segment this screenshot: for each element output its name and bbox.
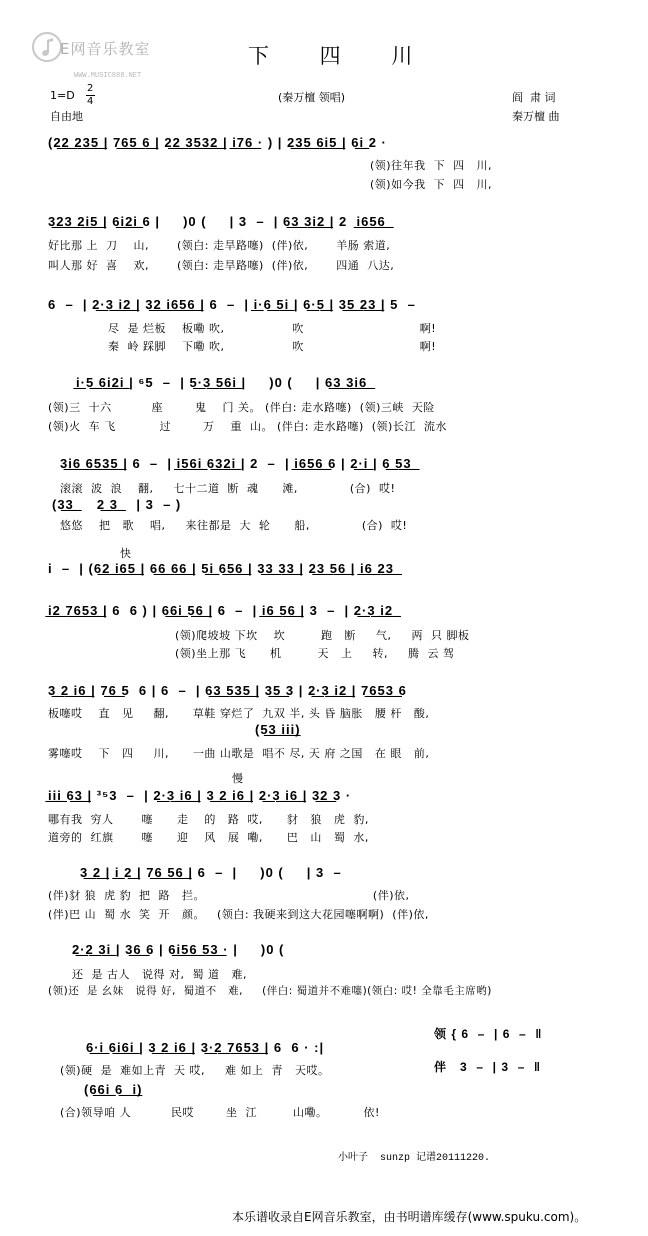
- site-logo: [30, 30, 190, 82]
- notation-line: 3͟i͟6͟ 6͟5͟3͟5͟ | 6 – | i͟5͟6͟i͟ 6͟3͟2͟i͟ | 2 – | i͟6͟5͟6͟ 6 | 2͟·i͟ | 6͟ 5͟3͟: [60, 456, 412, 471]
- source-note: 本乐谱收录自E网音乐教室，由书明谱库缓存(www.spuku.com)。: [232, 1210, 587, 1224]
- transcriber-credit: 小叶子 sunzp 记谱20111220.: [338, 1153, 491, 1164]
- song-title: 下 四 川: [248, 44, 435, 68]
- lyric-line: (领)往年我 下 四 川,: [370, 159, 493, 172]
- lyric-line: (领)坐上那 飞 机 天 上 转, 腾 云 驾: [175, 647, 455, 660]
- ending-lead: 领 { 6 – | 6 – ‖: [434, 1027, 543, 1041]
- lyric-line: 秦 岭 踩脚 下嘞 吹, 吹 啊!: [108, 340, 437, 353]
- lyric-line: (伴)豺 狼 虎 豹 把 路 拦。 (伴)依,: [48, 889, 410, 902]
- lyric-line: 尽 是 烂板 板嘞 吹, 吹 啊!: [108, 322, 437, 335]
- notation-line: i – | (6͟2͟ i͟6͟5͟ | 6͟6͟ 6͟6͟ | 5͟i͟ 6͟5͟6͟ | 3͟3͟ 3͟3͟ | 2͟3͟ 5͟6͟ | i͟6͟ 2͟3͟: [48, 561, 394, 576]
- notation-line: 6͟·i͟ 6͟i͟6͟i͟ | 3͟ 2͟ i͟6͟ | 3͟·2͟ 7͟6͟5͟3͟ | 6 6 · :|: [86, 1040, 325, 1055]
- key-signature: 1=D: [50, 89, 75, 102]
- tempo-marking: 快: [120, 547, 132, 560]
- notation-line: (2͟2͟ 2͟3͟5͟ | 7͟6͟5͟ 6͟ | 2͟2͟ 3͟5͟3͟2͟ | i͟7͟6͟ · ) | 2͟3͟5͟ 6͟i͟5͟ | 6͟i͟ 2 ·: [48, 135, 387, 150]
- lyric-line: (领)如今我 下 四 川,: [370, 178, 493, 191]
- logo-url: WWW.MUSIC888.NET: [74, 72, 142, 80]
- notation-line: 6 – | 2͟·3͟ i͟2͟ | 3͟2͟ i͟6͟5͟6͟ | 6 – | i͟·6͟ 5͟i͟ | 6͟·5͟ | 3͟5͟ 2͟3͟ | 5 –: [48, 297, 416, 312]
- ending-chorus: 伴 3 – | 3 – ‖: [434, 1060, 542, 1074]
- lyric-line: 悠悠 把 歌 唱, 来往都是 大 轮 船, (合) 哎!: [60, 519, 408, 532]
- notation-line: i͟·5͟ 6͟i͟2͟i͟ | ⁶5 – | 5͟·3͟ 5͟6͟i͟ | )0 ( | 6͟3͟ 3͟i͟6͟: [76, 375, 368, 390]
- notation-line: 3͟2͟3͟ 2͟i͟5͟ | 6͟i͟2͟i͟ 6 | )0 ( | 3 – | 6͟3͟ 3͟i͟2͟ | 2 i͟6͟5͟6͟: [48, 214, 386, 229]
- notation-line: 2͟·2͟ 3͟i͟ | 3͟6͟ 6 | 6͟i͟5͟6͟ 5͟3͟ · | )0 (: [72, 942, 285, 957]
- lyric-line: 板噻哎 直 见 翻, 草鞋 穿烂了 九双 半, 头 昏 脑胀 腰 杆 酸,: [48, 707, 430, 720]
- lyric-line: 道旁的 红旗 噻 迎 风 展 嘞, 巴 山 蜀 水,: [48, 831, 369, 844]
- notation-line: (3͟3͟ 2͟ 3͟ | 3 – ): [52, 497, 182, 512]
- lyric-line: (领)爬坡坡 下坎 坎 跑 断 气, 两 只 脚板: [175, 629, 470, 642]
- lyricist-credit: 阎 肃 词: [512, 91, 556, 104]
- notation-line: 3͟ 2͟ i͟6͟ | 7͟6͟ 5 6 | 6 – | 6͟3͟ 5͟3͟5͟ | 3͟5͟ 3 | 2͟·3͟ i͟2͟ | 7͟6͟5͟3͟ 6: [48, 683, 407, 698]
- lyric-line: 还 是 古人 说得 对, 蜀 道 难,: [72, 968, 247, 981]
- singer-credit: (秦万檀 领唱): [278, 91, 346, 104]
- notation-line: (6͟6͟i͟ 6͟ i͟): [84, 1082, 143, 1097]
- lyric-line: (领)三 十六 座 鬼 门 关。 (伴白: 走水路噻) (领)三峡 天险: [48, 401, 435, 414]
- lyric-line: 雾噻哎 下 四 川, 一曲 山歌是 唱不 尽, 天 府 之国 在 眼 前,: [48, 747, 430, 760]
- lyric-line: 好比那 上 刀 山, (领白: 走旱路噻) (伴)依, 羊肠 索道,: [48, 239, 391, 252]
- tempo-marking: 慢: [232, 772, 244, 785]
- notation-line: 3͟ 2͟ | i͟ 2͟ | 7͟6͟ 5͟6͟ | 6 – | )0 ( | 3 –: [80, 865, 342, 880]
- notation-line: i͟2͟ 7͟6͟5͟3͟ | 6 6 ) | 6͟6͟i͟ 5͟6͟ | 6 – | i͟6͟ 5͟6͟ | 3 – | 2͟·3͟ i͟2͟: [48, 603, 394, 618]
- logo-text: E网音乐教室: [60, 40, 151, 58]
- lyric-line: (伴)巴 山 蜀 水 笑 开 颜。 (领白: 我硬来到这大花园噻啊啊) (伴)依,: [48, 908, 429, 921]
- notation-line: i͟i͟i͟ 6͟3͟ | ³⁵3 – | 2͟·3͟ i͟6͟ | 3͟ 2͟ i͟6͟ | 2͟·3͟ i͟6͟ | 3͟2͟ 3 ·: [48, 788, 352, 803]
- lyric-line: (领)火 车 飞 过 万 重 山。 (伴白: 走水路噻) (领)长江 流水: [48, 420, 447, 433]
- lyric-line: (合)领导咱 人 民哎 坐 江 山嘞。 依!: [60, 1106, 380, 1119]
- music-note-icon: [30, 30, 64, 64]
- tempo-marking: 自由地: [50, 110, 83, 123]
- notation-line: (5͟3͟ i͟i͟i͟): [255, 722, 301, 737]
- lyric-line: 哪有我 穷人 噻 走 的 路 哎, 豺 狼 虎 豹,: [48, 813, 369, 826]
- lyric-line: (领)还 是 幺妹 说得 好, 蜀道不 难, (伴白: 蜀道并不难噻)(领白: 哎! 全靠毛主席哟): [48, 985, 492, 997]
- lyric-line: 叫人那 好 喜 欢, (领白: 走旱路噻) (伴)依, 四通 八达,: [48, 259, 395, 272]
- time-sig-top: 2: [87, 83, 94, 94]
- composer-credit: 秦万檀 曲: [512, 110, 560, 123]
- lyric-line: 滚滚 波 浪 翻, 七十二道 断 魂 滩, (合) 哎!: [60, 482, 396, 495]
- time-sig-bottom: 4: [87, 96, 94, 107]
- lyric-line: (领)硬 是 难如上青 天 哎, 难 如上 青 天哎。: [60, 1064, 330, 1077]
